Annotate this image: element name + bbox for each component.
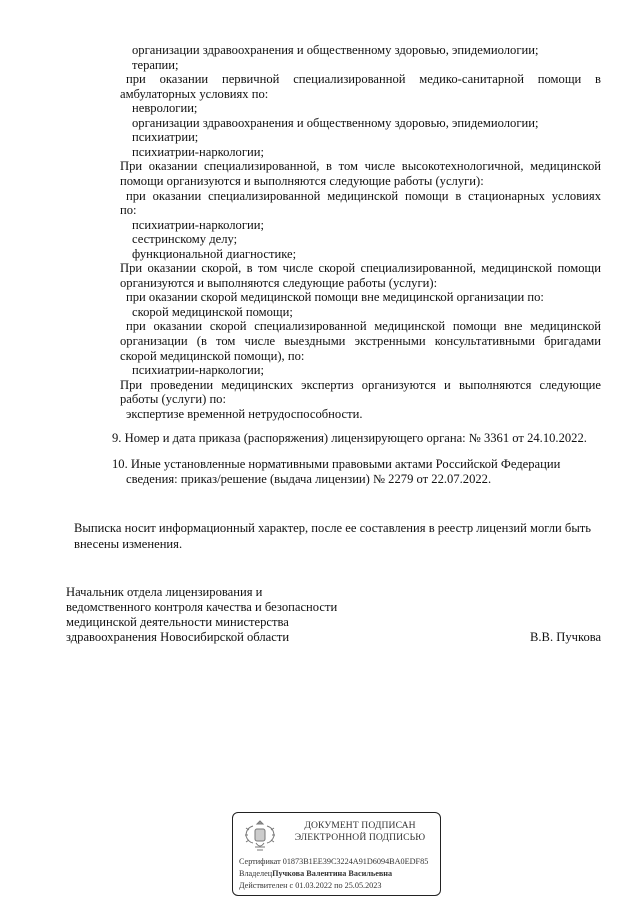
certificate-label: Сертификат xyxy=(239,857,281,866)
activity-line: при оказании скорой медицинской помощи вне медицинской организации по: xyxy=(126,290,544,305)
stamp-certificate xyxy=(239,857,428,867)
activity-line: сестринскому делу; xyxy=(132,232,238,247)
item-9-order: 9. Номер и дата приказа (распоряжения) лицензирующего органа: № 3361 от 24.10.2022. xyxy=(112,431,587,445)
activity-line: При проведении медицинских экспертиз организуются и выполняются следующие xyxy=(120,377,601,392)
signatory-position-line-3: медицинской деятельности министерства xyxy=(66,615,289,629)
activity-line: организации (в том числе выездными экстренными консультативными бригадами xyxy=(120,334,601,348)
stamp-title xyxy=(285,820,435,844)
stamp-validity: Действителен с 01.03.2022 по 25.05.2023 xyxy=(239,881,382,890)
activity-line: неврологии; xyxy=(132,101,198,116)
activity-line: помощи организуются и выполняются следующие работы (услуги): xyxy=(120,173,484,188)
activity-line: терапии; xyxy=(132,57,179,72)
activity-line: по: xyxy=(120,203,137,218)
certificate-value: 01873B1EE39C3224A91D6094BA0EDF85 xyxy=(282,857,429,866)
signatory-name: В.В. Пучкова xyxy=(530,630,602,644)
activity-line: психиатрии; xyxy=(132,130,199,145)
activity-line: психиатрии-наркологии; xyxy=(132,217,264,232)
coat-of-arms-icon xyxy=(243,818,277,854)
activity-line: психиатрии-наркологии; xyxy=(132,144,264,159)
signatory-position-line-2: ведомственного контроля качества и безопасности xyxy=(66,600,338,614)
electronic-signature-stamp xyxy=(232,812,441,896)
notice-line-1: Выписка носит информационный характер, после ее составления в реестр лицензий могли быть xyxy=(74,521,592,535)
activity-line: работы (услуги) по: xyxy=(120,392,226,407)
activity-line: экспертизе временной нетрудоспособности. xyxy=(126,406,363,421)
activity-line: организуются и выполняются следующие работы (услуги): xyxy=(120,275,438,290)
activity-line: при оказании скорой специализированной медицинской помощи вне медицинской xyxy=(126,319,601,334)
signatory-position-line-1: Начальник отдела лицензирования и xyxy=(66,585,263,599)
activity-line: при оказании специализированной медицинской помощи в стационарных условиях xyxy=(126,188,601,203)
stamp-title-line-2: ЭЛЕКТРОННОЙ ПОДПИСЬЮ xyxy=(294,832,426,843)
notice-line-2: внесены изменения. xyxy=(74,537,183,551)
activity-line: амбулаторных условиях по: xyxy=(120,86,269,101)
stamp-owner xyxy=(239,869,392,879)
activity-line: организации здравоохранения и общественному здоровью, эпидемиологии; xyxy=(132,115,539,130)
stamp-title-line-1: ДОКУМЕНТ ПОДПИСАН xyxy=(304,820,416,831)
activity-line: скорой медицинской помощи; xyxy=(132,304,293,319)
activity-line: при оказании первичной специализированной медико-санитарной помощи в xyxy=(126,72,601,87)
activity-line: психиатрии-наркологии; xyxy=(132,363,264,378)
activity-line: организации здравоохранения и общественному здоровью, эпидемиологии; xyxy=(132,43,539,57)
item-10-line-2: сведения: приказ/решение (выдача лицензии) № 2279 от 22.07.2022. xyxy=(126,472,492,486)
item-10-line-1: 10. Иные установленные нормативными правовыми актами Российской Федерации xyxy=(112,457,561,471)
activity-line: функциональной диагностике; xyxy=(132,246,297,261)
activity-line: При оказании специализированной, в том числе высокотехнологичной, медицинской xyxy=(120,159,601,174)
activity-line: При оказании скорой, в том числе скорой специализированной, медицинской помощи xyxy=(120,261,601,276)
owner-label: Владелец xyxy=(239,869,273,878)
owner-value: Пучкова Валентина Васильевна xyxy=(272,869,393,878)
activity-line: скорой медицинской помощи), по: xyxy=(120,348,305,363)
signatory-position-line-4: здравоохранения Новосибирской области xyxy=(66,630,290,644)
